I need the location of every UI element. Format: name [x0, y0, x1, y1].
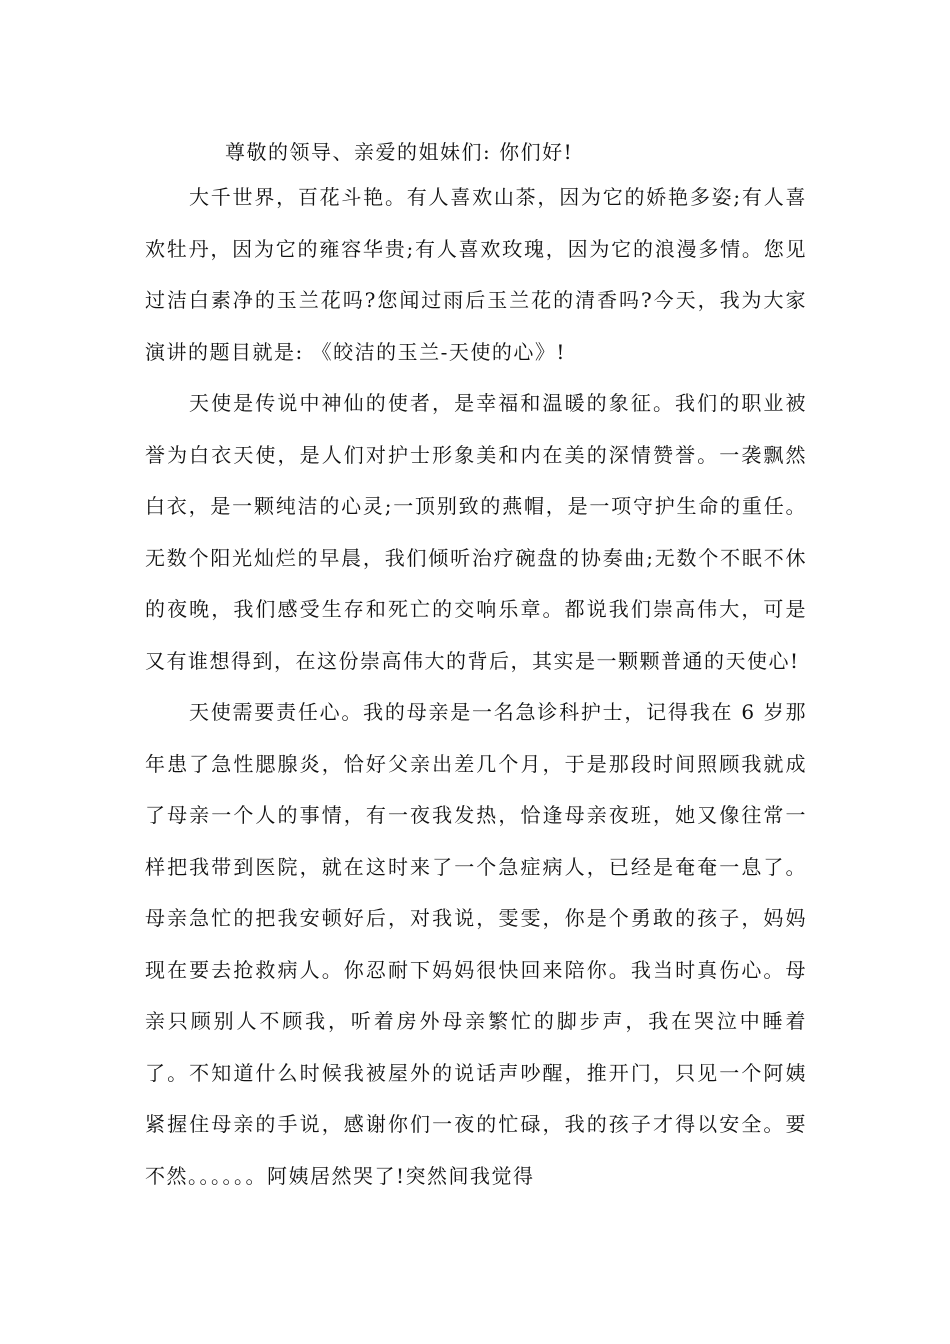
- paragraph-responsibility: 天使需要责任心。我的母亲是一名急诊科护士，记得我在 6 岁那年患了急性腮腺炎，恰好父亲出差几个月，于是那段时间照顾我就成了母亲一个人的事情，有一夜我发热，恰逢母亲夜班，她又像往常一样把我带到医院，就在这时来了一个急症病人，已经是奄奄一息了。母亲急忙的把我安顿好后，对我说，雯雯，你是个勇敢的孩子，妈妈现在要去抢救病人。你忍耐下妈妈很快回来陪你。我当时真伤心。母亲只顾别人不顾我，听着房外母亲繁忙的脚步声，我在哭泣中睡着了。不知道什么时候我被屋外的说话声吵醒，推开门，只见一个阿姨紧握住母亲的手说，感谢你们一夜的忙碌，我的孩子才得以安全。要不然。。。。。。阿姨居然哭了!突然间我觉得: [145, 700, 807, 1188]
- greeting: 尊敬的领导、亲爱的姐妹们: 你们好!: [225, 140, 574, 164]
- paragraph-angel: 天使是传说中神仙的使者，是幸福和温暖的象征。我们的职业被誉为白衣天使，是人们对护士形象美和内在美的深情赞誉。一袭飘然白衣，是一颗纯洁的心灵;一顶别致的燕帽，是一项守护生命的重任。无数个阳光灿烂的早晨，我们倾听治疗碗盘的协奏曲;无数个不眠不休的夜晚，我们感受生存和死亡的交响乐章。都说我们崇高伟大，可是又有谁想得到，在这份崇高伟大的背后，其实是一颗颗普通的天使心!: [145, 391, 807, 673]
- speech-text: [145, 132, 807, 1202]
- paragraph-intro: 大千世界，百花斗艳。有人喜欢山茶，因为它的娇艳多姿;有人喜欢牡丹，因为它的雍容华贵;有人喜欢玫瑰，因为它的浪漫多情。您见过洁白素净的玉兰花吗?您闻过雨后玉兰花的清香吗?今天，我为大家演讲的题目就是: 《皎洁的玉兰-天使的心》!: [145, 185, 807, 364]
